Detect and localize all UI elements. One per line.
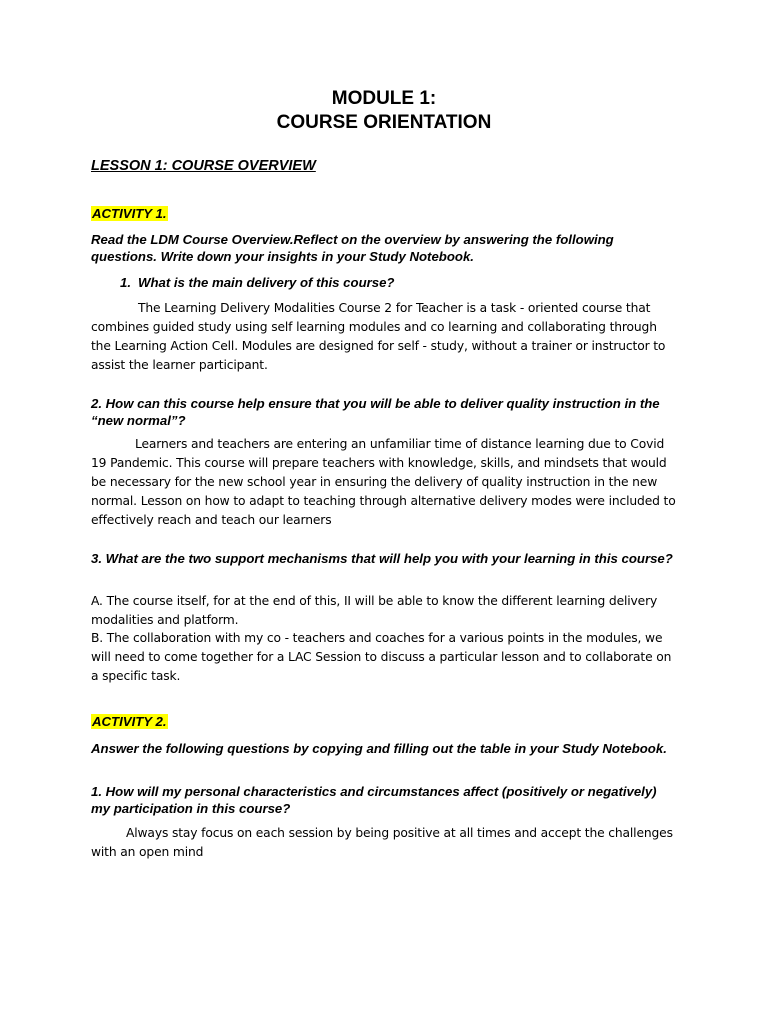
activity-2-question-1: 1. How will my personal characteristics and circumstances affect (positively or negatively) my participation in this course?: [91, 784, 657, 816]
activity-2-instruction: Answer the following questions by copying and filling out the table in your Study Notebook.: [91, 741, 667, 756]
module-title: COURSE ORIENTATION: [276, 112, 492, 133]
question-text: What is the main delivery of this course?: [138, 275, 395, 290]
activity-1-question-2: 2. How can this course help ensure that you will be able to deliver quality instruction in the “new normal”?: [91, 396, 660, 428]
lesson-title: LESSON 1: COURSE OVERVIEW: [91, 158, 316, 174]
question-number: 1.: [120, 275, 131, 290]
module-number: MODULE 1:: [331, 88, 437, 109]
activity-2-label: [91, 713, 676, 730]
activity-1-highlight: ACTIVITY 1.: [92, 206, 167, 221]
activity-2-highlight: ACTIVITY 2.: [92, 714, 167, 729]
activity-1-answer-3b: B. The collaboration with my co - teachers and coaches for a various points in the modules, we will need to come together for a LAC Session to discuss a particular lesson and to collaborate on a specific task.: [91, 631, 672, 683]
activity-1-answer-3a: A. The course itself, for at the end of this, II will be able to know the different learning delivery modalities and platform.: [91, 594, 658, 627]
activity-1-answer-1: The Learning Delivery Modalities Course 2 for Teacher is a task - oriented course that combines guided study using self learning modules and co learning and collaborating through the Learning Action Cell. Modules are designed for self - study, without a trainer or instructor to assist the learner participant.: [91, 301, 666, 372]
activity-1-question-3: 3. What are the two support mechanisms that will help you with your learning in this course?: [91, 551, 673, 566]
activity-1-label: [91, 205, 676, 222]
activity-1-question-1: [91, 274, 676, 291]
activity-1-instruction: Read the LDM Course Overview.Reflect on the overview by answering the following questions. Write down your insights in your Study Notebook.: [91, 232, 614, 264]
activity-2-answer-1: Always stay focus on each session by being positive at all times and accept the challenges with an open mind: [91, 826, 673, 859]
activity-1-answer-2: Learners and teachers are entering an unfamiliar time of distance learning due to Covid 19 Pandemic. This course will prepare teachers with knowledge, skills, and mindsets that would be necessary for the new school year in ensuring the delivery of quality instruction in the new normal. Lesson on how to adapt to teaching through alternative delivery modes were included to effectively reach and teach our learners: [91, 437, 676, 527]
